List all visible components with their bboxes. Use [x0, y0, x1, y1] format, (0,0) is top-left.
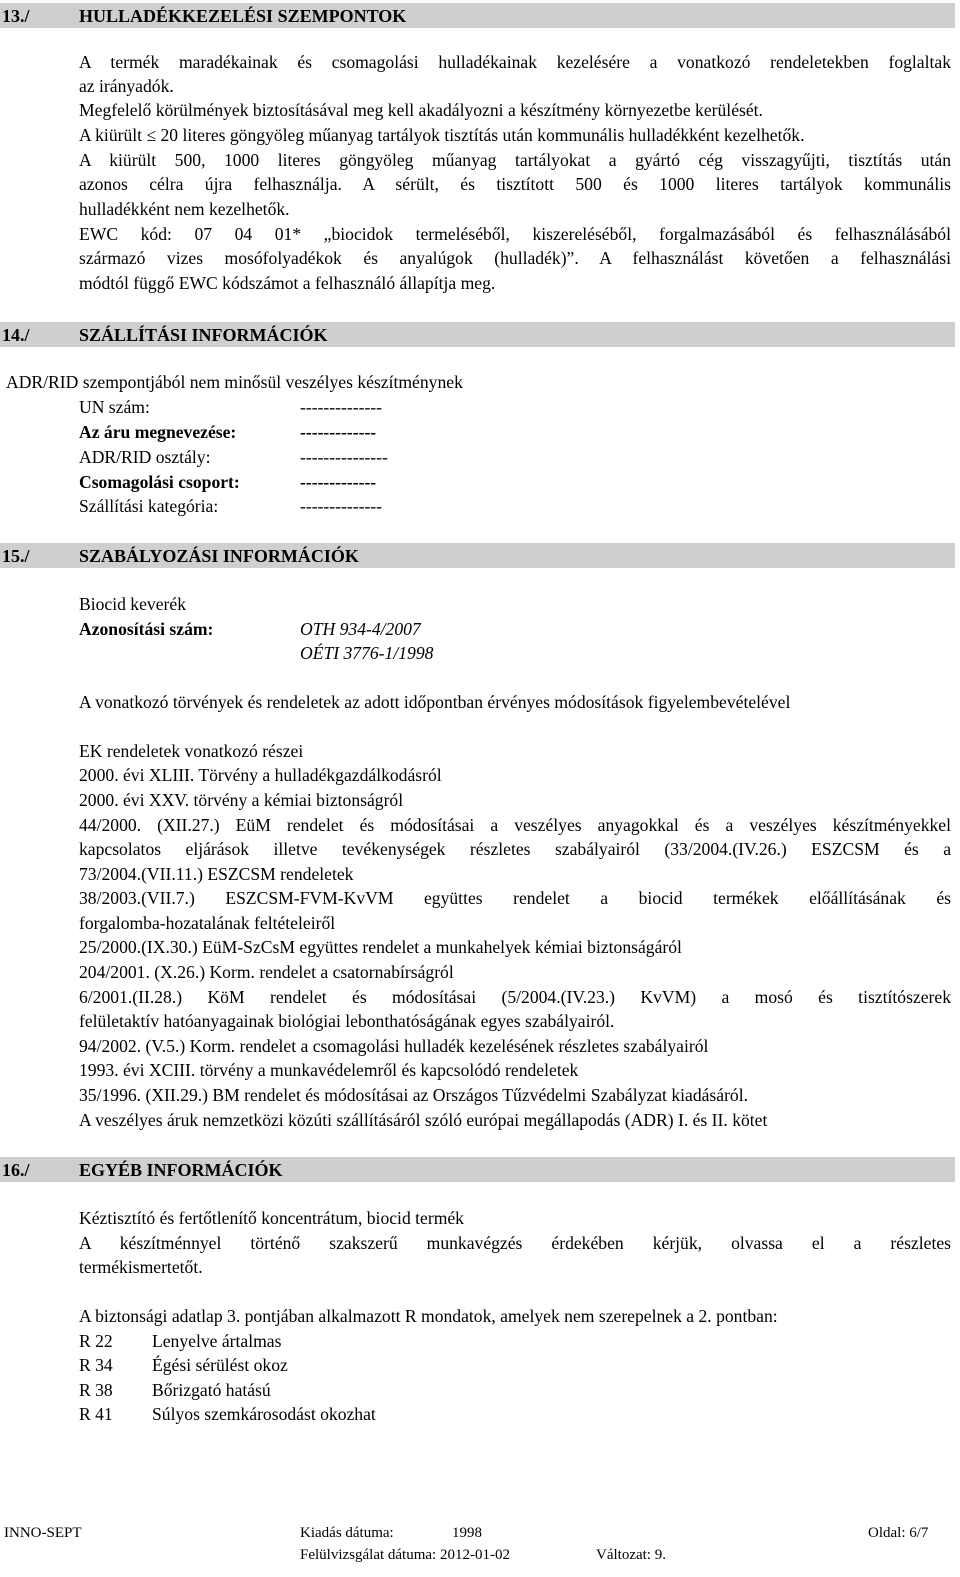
law-line: 35/1996. (XII.29.) BM rendelet és módosításai az Országos Tűzvédelmi Szabályzat kiadásáról.	[79, 1085, 749, 1105]
transport-value: ---------------	[300, 447, 388, 467]
law-line: kapcsolatos eljárások illetve tevékenységek részletes szabályairól (33/2004.(IV.26.) ESZCSM és a	[79, 839, 951, 859]
law-line: A veszélyes áruk nemzetközi közúti szállításáról szóló európai megállapodás (ADR) I. és II. kötet	[79, 1110, 768, 1130]
id-label: Azonosítási szám:	[79, 619, 214, 639]
r-text: Súlyos szemkárosodást okozhat	[152, 1404, 376, 1424]
other-info-line: termékismertetőt.	[79, 1257, 203, 1277]
transport-intro: ADR/RID szempontjából nem minősül veszélyes készítménynek	[6, 372, 463, 392]
paragraph-line: azonos célra újra felhasználja. A sérült, és tisztított 500 és 1000 literes tartályok kommunális	[79, 174, 951, 194]
section-title: SZABÁLYOZÁSI INFORMÁCIÓK	[79, 546, 359, 566]
footer-product: INNO-SEPT	[4, 1525, 82, 1541]
transport-value: --------------	[300, 496, 383, 516]
section-number: 16./	[2, 1160, 30, 1180]
paragraph-line: A kiürült ≤ 20 literes göngyöleg műanyag tartályok tisztítás után kommunális hulladékként kezelhetők.	[79, 125, 805, 145]
r-code: R 38	[79, 1380, 113, 1400]
law-line: 6/2001.(II.28.) KöM rendelet és módosításai (5/2004.(IV.23.) KvVM) a mosó és tisztítószerek	[79, 987, 951, 1007]
transport-label: Az áru megnevezése:	[79, 422, 237, 442]
paragraph-line: módtól függő EWC kódszámot a felhasználó állapítja meg.	[79, 273, 496, 293]
section-number: 13./	[2, 6, 30, 26]
id-value: OTH 934-4/2007	[300, 619, 421, 639]
law-line: 44/2000. (XII.27.) EüM rendelet és módosításai a veszélyes anyagokkal és a veszélyes készítményekkel	[79, 815, 951, 835]
paragraph-line: EWC kód: 07 04 01* „biocidok termeléséből, kiszereléséből, forgalmazásából és felhasználásából	[79, 224, 951, 244]
law-line: 1993. évi XCIII. törvény a munkavédelemről és kapcsolódó rendeletek	[79, 1060, 579, 1080]
law-line: 73/2004.(VII.11.) ESZCSM rendeletek	[79, 864, 354, 884]
transport-label: Szállítási kategória:	[79, 496, 219, 516]
law-line: EK rendeletek vonatkozó részei	[79, 741, 304, 761]
section-15-header	[0, 543, 955, 568]
section-title: EGYÉB INFORMÁCIÓK	[79, 1160, 283, 1180]
transport-value: -------------	[300, 422, 377, 442]
section-number: 15./	[2, 546, 30, 566]
footer-page: Oldal: 6/7	[868, 1525, 929, 1541]
footer-version: Változat: 9.	[596, 1547, 666, 1563]
law-line: 38/2003.(VII.7.) ESZCSM-FVM-KvVM együttes rendelet a biocid termékek előállításának és	[79, 888, 951, 908]
transport-value: --------------	[300, 397, 383, 417]
r-text: Bőrizgató hatású	[152, 1380, 271, 1400]
footer-issue-value: 1998	[452, 1525, 482, 1541]
biocid-type: Biocid keverék	[79, 594, 186, 614]
section-13-header	[0, 3, 955, 28]
law-line: 25/2000.(IX.30.) EüM-SzCsM együttes rendelet a munkahelyek kémiai biztonságáról	[79, 937, 682, 957]
r-code: R 22	[79, 1331, 113, 1351]
footer-review-date: Felülvizsgálat dátuma: 2012-01-02	[300, 1547, 510, 1563]
section-title: HULLADÉKKEZELÉSI SZEMPONTOK	[79, 6, 407, 26]
r-code: R 41	[79, 1404, 113, 1424]
r-text: Égési sérülést okoz	[152, 1355, 288, 1375]
r-phrases-intro: A biztonsági adatlap 3. pontjában alkalmazott R mondatok, amelyek nem szerepelnek a 2. pontban:	[79, 1306, 778, 1326]
paragraph-line: A termék maradékainak és csomagolási hulladékainak kezelésére a vonatkozó rendeletekben foglaltak	[79, 52, 951, 72]
r-code: R 34	[79, 1355, 113, 1375]
other-info-line: A készítménnyel történő szakszerű munkavégzés érdekében kérjük, olvassa el a részletes	[79, 1233, 951, 1253]
section-title: SZÁLLÍTÁSI INFORMÁCIÓK	[79, 325, 328, 345]
transport-label: Csomagolási csoport:	[79, 472, 240, 492]
other-info-line: Kéztisztító és fertőtlenítő koncentrátum, biocid termék	[79, 1208, 464, 1228]
paragraph-line: Megfelelő körülmények biztosításával meg kell akadályozni a készítmény környezetbe kerülését.	[79, 100, 763, 120]
laws-intro: A vonatkozó törvények és rendeletek az adott időpontban érvényes módosítások figyelembevételével	[79, 692, 791, 712]
paragraph-line: származó vizes mosófolyadékok és anyalúgok (hulladék)”. A felhasználást követően a felhasználási	[79, 248, 951, 268]
law-line: 2000. évi XXV. törvény a kémiai biztonságról	[79, 790, 404, 810]
section-16-header	[0, 1157, 955, 1182]
paragraph-line: A kiürült 500, 1000 literes göngyöleg műanyag tartályokat a gyártó cég visszagyűjti, tisztítás után	[79, 150, 951, 170]
law-line: felületaktív hatóanyagainak biológiai lebonthatóságának egyes szabályairól.	[79, 1011, 615, 1031]
r-text: Lenyelve ártalmas	[152, 1331, 282, 1351]
id-value: OÉTI 3776-1/1998	[300, 643, 434, 663]
law-line: 2000. évi XLIII. Törvény a hulladékgazdálkodásról	[79, 765, 442, 785]
paragraph-line: hulladékként nem kezelhetők.	[79, 199, 290, 219]
transport-value: -------------	[300, 472, 377, 492]
footer-issue-label: Kiadás dátuma:	[300, 1525, 394, 1541]
law-line: 204/2001. (X.26.) Korm. rendelet a csatornabírságról	[79, 962, 454, 982]
law-line: 94/2002. (V.5.) Korm. rendelet a csomagolási hulladék kezelésének részletes szabályairól	[79, 1036, 709, 1056]
transport-label: UN szám:	[79, 397, 150, 417]
law-line: forgalomba-hozatalának feltételeiről	[79, 913, 336, 933]
section-number: 14./	[2, 325, 30, 345]
transport-label: ADR/RID osztály:	[79, 447, 211, 467]
paragraph-line: az irányadók.	[79, 76, 174, 96]
section-14-header	[0, 322, 955, 347]
